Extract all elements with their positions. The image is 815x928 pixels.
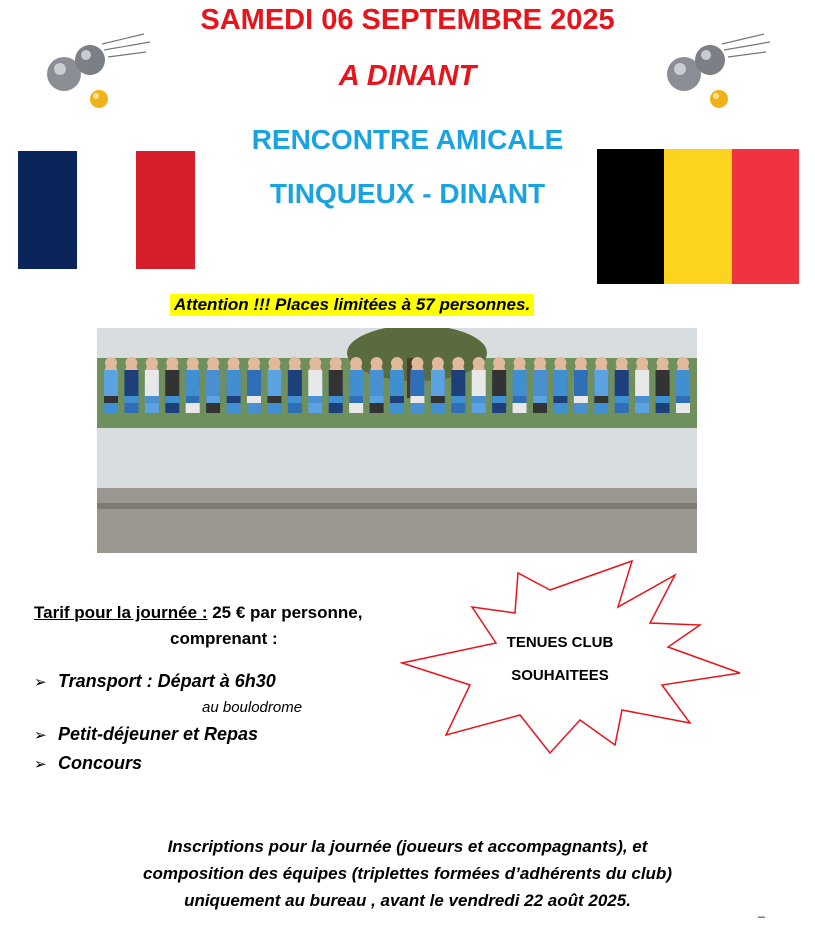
person-head <box>493 357 505 369</box>
list-item-note: au boulodrome <box>202 699 303 716</box>
person-figure <box>431 370 445 396</box>
person-figure <box>247 370 261 396</box>
person-head <box>309 357 321 369</box>
person-head <box>657 357 669 369</box>
person-head <box>248 357 260 369</box>
person-figure <box>370 370 384 396</box>
person-figure <box>186 370 200 396</box>
arrow-bullet-icon: ➢ <box>34 674 47 691</box>
person-figure <box>104 370 118 396</box>
person-head <box>207 357 219 369</box>
flag-stripe <box>732 149 799 284</box>
flag-stripe <box>597 149 664 284</box>
person-head <box>330 357 342 369</box>
group-photo <box>97 328 697 553</box>
person-figure <box>513 370 527 396</box>
person-head <box>268 357 280 369</box>
person-head <box>371 357 383 369</box>
starburst-text <box>470 626 650 692</box>
teams-title: TINQUEUX - DINANT <box>269 178 546 209</box>
person-figure <box>124 370 138 396</box>
flag-stripe <box>664 149 732 284</box>
person-head <box>534 357 546 369</box>
person-head <box>289 357 301 369</box>
petanque-boules-icon <box>662 32 772 112</box>
person-head <box>146 357 158 369</box>
person-head <box>554 357 566 369</box>
person-figure <box>227 370 241 396</box>
person-figure <box>206 370 220 396</box>
starburst-line: TENUES CLUB <box>506 634 614 651</box>
person-figure <box>635 370 649 396</box>
starburst-line: SOUHAITEES <box>511 667 609 684</box>
person-figure <box>145 370 159 396</box>
person-head <box>616 357 628 369</box>
person-figure <box>165 370 179 396</box>
meeting-title: RENCONTRE AMICALE <box>251 124 564 155</box>
person-head <box>350 357 362 369</box>
flag-stripe <box>136 151 195 269</box>
person-figure <box>594 370 608 396</box>
trailing-mark: _ <box>758 904 765 918</box>
registration-line: uniquement au bureau , avant le vendredi 22 août 2025. <box>184 891 631 910</box>
event-date-title: SAMEDI 06 SEPTEMBRE 2025 <box>200 4 615 36</box>
arrow-bullet-icon: ➢ <box>34 727 47 744</box>
person-figure <box>329 370 343 396</box>
registration-info <box>0 833 815 914</box>
person-head <box>411 357 423 369</box>
person-figure <box>288 370 302 396</box>
list-item <box>34 724 258 745</box>
person-figure <box>472 370 486 396</box>
person-head <box>105 357 117 369</box>
person-head <box>575 357 587 369</box>
person-head <box>125 357 137 369</box>
event-place-title: A DINANT <box>338 60 477 92</box>
person-head <box>187 357 199 369</box>
person-figure <box>492 370 506 396</box>
person-figure <box>390 370 404 396</box>
person-figure <box>615 370 629 396</box>
person-figure <box>308 370 322 396</box>
registration-line: composition des équipes (triplettes formées d’adhérents du club) <box>143 864 672 883</box>
person-head <box>595 357 607 369</box>
person-figure <box>553 370 567 396</box>
pricing-includes: comprenant : <box>170 629 278 648</box>
flag-stripe <box>18 151 77 269</box>
arrow-bullet-icon: ➢ <box>34 756 47 773</box>
person-figure <box>676 370 690 396</box>
person-head <box>514 357 526 369</box>
pricing-label: Tarif pour la journée : <box>34 603 208 622</box>
person-head <box>166 357 178 369</box>
person-head <box>432 357 444 369</box>
list-item <box>34 671 276 692</box>
list-item-label: Transport : Départ à 6h30 <box>58 671 276 691</box>
person-figure <box>410 370 424 396</box>
person-figure <box>349 370 363 396</box>
places-limited-notice: Attention !!! Places limitées à 57 personnes. <box>170 294 534 316</box>
pricing-value: 25 € par personne, <box>207 603 363 622</box>
registration-line: Inscriptions pour la journée (joueurs et accompagnants), et <box>167 837 648 856</box>
list-item-label: Concours <box>58 753 143 773</box>
person-head <box>473 357 485 369</box>
pricing-line <box>34 603 362 623</box>
person-figure <box>533 370 547 396</box>
list-item-label: Petit-déjeuner et Repas <box>58 724 259 744</box>
belgium-flag <box>597 149 799 284</box>
person-head <box>677 357 689 369</box>
person-figure <box>574 370 588 396</box>
person-figure <box>451 370 465 396</box>
person-head <box>452 357 464 369</box>
flag-stripe <box>77 151 136 269</box>
person-figure <box>267 370 281 396</box>
person-figure <box>656 370 670 396</box>
person-head <box>391 357 403 369</box>
person-head <box>636 357 648 369</box>
petanque-boules-icon <box>42 32 152 112</box>
person-head <box>228 357 240 369</box>
list-item <box>34 753 142 774</box>
france-flag <box>18 151 195 269</box>
